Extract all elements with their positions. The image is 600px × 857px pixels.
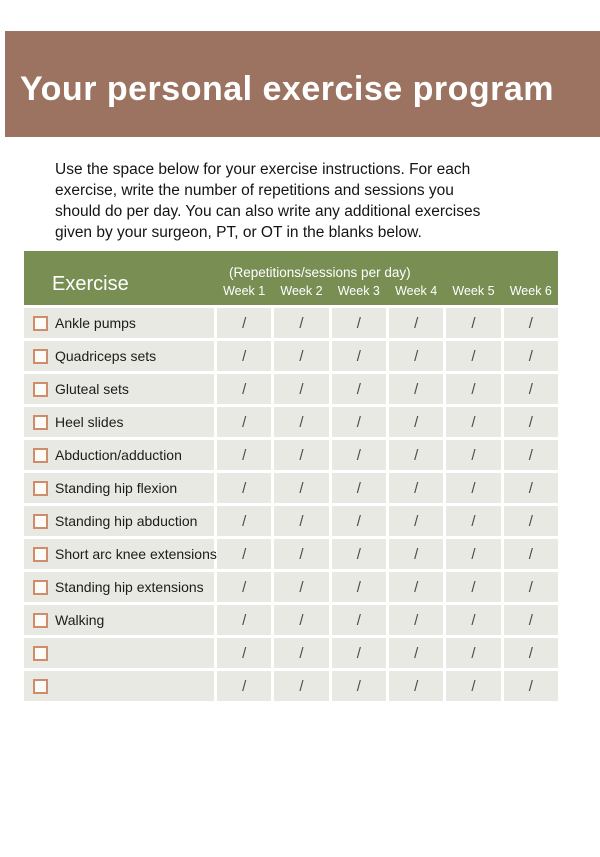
exercise-cell xyxy=(24,539,217,569)
week-entry-cell: / xyxy=(504,440,558,470)
exercise-checkbox[interactable] xyxy=(33,349,48,364)
table-row xyxy=(24,638,558,668)
exercise-label: Abduction/adduction xyxy=(55,447,182,463)
week-entry-cell: / xyxy=(446,539,500,569)
week-entry-cell: / xyxy=(274,638,328,668)
week-label: Week 3 xyxy=(337,284,380,298)
week-entry-cell: / xyxy=(217,341,271,371)
week-entry-cell: / xyxy=(274,341,328,371)
week-entry-cell: / xyxy=(446,572,500,602)
week-label: Week 2 xyxy=(280,284,323,298)
week-label: Week 5 xyxy=(452,284,495,298)
exercise-label: Quadriceps sets xyxy=(55,348,157,364)
week-entry-cell: / xyxy=(274,572,328,602)
page-title: Your personal exercise program xyxy=(20,69,555,108)
week-entry-cell: / xyxy=(446,374,500,404)
exercise-checkbox[interactable] xyxy=(33,514,48,529)
week-entry-cell: / xyxy=(332,440,386,470)
week-entry-cell: / xyxy=(446,308,500,338)
exercise-checkbox[interactable] xyxy=(33,481,48,496)
table-row xyxy=(24,341,558,371)
exercise-cell xyxy=(24,407,214,437)
table-row xyxy=(24,374,558,404)
week-entry-cell: / xyxy=(274,605,328,635)
week-entry-cell: / xyxy=(274,308,328,338)
week-entry-cell: / xyxy=(446,440,500,470)
exercise-checkbox[interactable] xyxy=(33,382,48,397)
exercise-cell xyxy=(24,440,214,470)
week-entry-cell: / xyxy=(389,572,443,602)
table-row xyxy=(24,572,558,602)
intro-line: Use the space below for your exercise instructions. For each xyxy=(55,161,471,178)
week-entry-cell: / xyxy=(217,605,271,635)
week-entry-cell: / xyxy=(217,539,271,569)
exercise-checkbox[interactable] xyxy=(33,448,48,463)
table-body xyxy=(24,308,558,701)
exercise-cell xyxy=(24,341,214,371)
exercise-label: Short arc knee extensions xyxy=(55,546,217,562)
exercise-cell xyxy=(24,374,214,404)
week-entry-cell: / xyxy=(217,572,271,602)
week-label: Week 6 xyxy=(509,284,552,298)
week-labels-row xyxy=(217,284,558,298)
table-row xyxy=(24,506,558,536)
exercise-cell xyxy=(24,638,214,668)
intro-text xyxy=(55,159,560,243)
exercise-cell xyxy=(24,473,214,503)
week-entry-cell: / xyxy=(389,539,443,569)
week-entry-cell: / xyxy=(217,638,271,668)
exercise-label: Standing hip extensions xyxy=(55,579,204,595)
week-entry-cell: / xyxy=(446,341,500,371)
week-entry-cell: / xyxy=(446,506,500,536)
week-entry-cell: / xyxy=(389,440,443,470)
exercise-checkbox[interactable] xyxy=(33,679,48,694)
week-entry-cell: / xyxy=(332,341,386,371)
exercise-checkbox[interactable] xyxy=(33,415,48,430)
exercise-label: Gluteal sets xyxy=(55,381,129,397)
week-entry-cell: / xyxy=(504,506,558,536)
week-entry-cell: / xyxy=(332,638,386,668)
week-entry-cell: / xyxy=(274,506,328,536)
exercise-label: Standing hip abduction xyxy=(55,513,198,529)
week-entry-cell: / xyxy=(389,473,443,503)
exercise-checkbox[interactable] xyxy=(33,547,48,562)
week-entry-cell: / xyxy=(504,308,558,338)
week-entry-cell: / xyxy=(504,605,558,635)
exercise-checkbox[interactable] xyxy=(33,646,48,661)
page-banner xyxy=(5,31,600,137)
table-row xyxy=(24,671,558,701)
week-label: Week 4 xyxy=(395,284,438,298)
table-header xyxy=(24,251,558,305)
exercise-checkbox[interactable] xyxy=(33,613,48,628)
week-entry-cell: / xyxy=(332,407,386,437)
exercise-cell xyxy=(24,671,214,701)
exercise-label: Standing hip flexion xyxy=(55,480,178,496)
week-entry-cell: / xyxy=(389,308,443,338)
exercise-label: Walking xyxy=(55,612,105,628)
week-entry-cell: / xyxy=(389,341,443,371)
week-entry-cell: / xyxy=(217,671,271,701)
week-entry-cell: / xyxy=(332,671,386,701)
week-entry-cell: / xyxy=(504,374,558,404)
week-entry-cell: / xyxy=(504,407,558,437)
intro-line: exercise, write the number of repetitions and sessions you xyxy=(55,182,454,199)
week-entry-cell: / xyxy=(217,308,271,338)
exercise-cell xyxy=(24,605,214,635)
week-entry-cell: / xyxy=(332,605,386,635)
week-entry-cell: / xyxy=(217,473,271,503)
week-entry-cell: / xyxy=(446,638,500,668)
exercise-table xyxy=(24,251,558,701)
exercise-cell xyxy=(24,572,214,602)
week-entry-cell: / xyxy=(389,506,443,536)
week-entry-cell: / xyxy=(389,605,443,635)
week-entry-cell: / xyxy=(446,605,500,635)
week-entry-cell: / xyxy=(217,374,271,404)
week-entry-cell: / xyxy=(274,473,328,503)
table-row xyxy=(24,605,558,635)
weeks-header xyxy=(217,251,558,305)
exercise-cell xyxy=(24,308,214,338)
week-entry-cell: / xyxy=(274,374,328,404)
week-entry-cell: / xyxy=(504,572,558,602)
week-entry-cell: / xyxy=(446,671,500,701)
table-row xyxy=(24,440,558,470)
week-entry-cell: / xyxy=(504,473,558,503)
week-entry-cell: / xyxy=(332,539,386,569)
week-entry-cell: / xyxy=(389,407,443,437)
week-entry-cell: / xyxy=(274,407,328,437)
week-entry-cell: / xyxy=(217,407,271,437)
week-entry-cell: / xyxy=(504,341,558,371)
intro-line: given by your surgeon, PT, or OT in the blanks below. xyxy=(55,224,422,241)
week-entry-cell: / xyxy=(274,539,328,569)
intro-line: should do per day. You can also write any additional exercises xyxy=(55,203,481,220)
week-entry-cell: / xyxy=(217,440,271,470)
exercise-label: Ankle pumps xyxy=(55,315,136,331)
week-entry-cell: / xyxy=(332,374,386,404)
week-entry-cell: / xyxy=(332,506,386,536)
week-entry-cell: / xyxy=(274,440,328,470)
exercise-column-header: Exercise xyxy=(52,273,129,295)
week-entry-cell: / xyxy=(332,308,386,338)
table-row xyxy=(24,473,558,503)
week-entry-cell: / xyxy=(446,473,500,503)
week-entry-cell: / xyxy=(389,374,443,404)
exercise-label: Heel slides xyxy=(55,414,124,430)
week-entry-cell: / xyxy=(332,473,386,503)
week-entry-cell: / xyxy=(217,506,271,536)
week-entry-cell: / xyxy=(389,638,443,668)
table-row xyxy=(24,407,558,437)
week-entry-cell: / xyxy=(504,671,558,701)
week-entry-cell: / xyxy=(332,572,386,602)
week-entry-cell: / xyxy=(504,638,558,668)
repetitions-caption: (Repetitions/sessions per day) xyxy=(229,265,411,280)
week-label: Week 1 xyxy=(223,284,266,298)
exercise-checkbox[interactable] xyxy=(33,316,48,331)
exercise-cell xyxy=(24,506,214,536)
week-entry-cell: / xyxy=(446,407,500,437)
exercise-checkbox[interactable] xyxy=(33,580,48,595)
table-row xyxy=(24,539,558,569)
week-entry-cell: / xyxy=(274,671,328,701)
week-entry-cell: / xyxy=(389,671,443,701)
week-entry-cell: / xyxy=(504,539,558,569)
table-row xyxy=(24,308,558,338)
